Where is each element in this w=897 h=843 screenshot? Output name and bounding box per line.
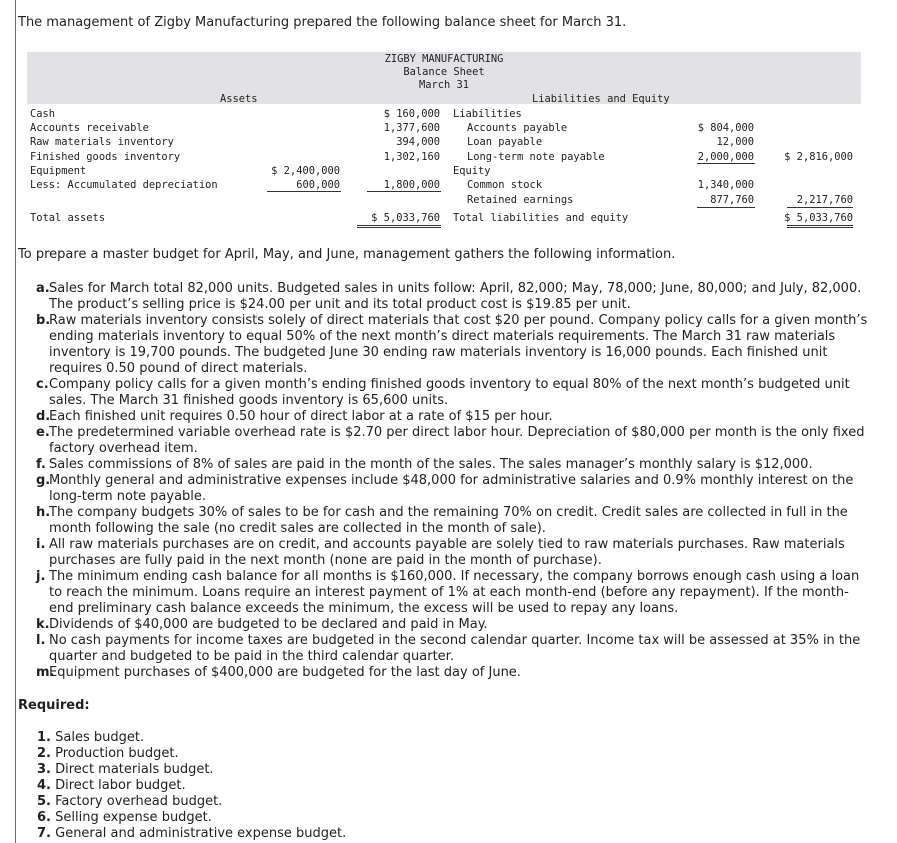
required-text: Sales budget.: [55, 730, 145, 745]
item-text: Raw materials inventory consists solely of direct materials that cost $20 per pound. Company policy calls for a given month’s ending materials inventory to equal 50% of the next month’s direct materials requirements. The March 31 raw materials inventory is 19,700 pounds. The budgeted June 30 ending raw materials inventory is 16,000 pounds. Each finished unit requires 0.50 pound of direct materials.: [49, 313, 868, 376]
list-item: [36, 409, 871, 425]
list-item: [36, 377, 871, 409]
item-letter: l.: [36, 633, 46, 648]
item-text: Sales for March total 82,000 units. Budgeted sales in units follow: April, 82,000; May, 78,000; June, 80,000; and July, 82,000. The product’s selling price is $24.00 per unit and its total product cost is $19.85 per unit.: [49, 281, 862, 312]
item-text: No cash payments for income taxes are budgeted in the second calendar quarter. Income tax will be assessed at 35% in the quarter and budgeted to be paid in the third calendar quarter.: [49, 633, 861, 664]
item-letter: c.: [36, 377, 49, 392]
equity-item-label: Common stock: [467, 179, 543, 191]
total-le-amount: $ 5,033,760: [784, 212, 853, 224]
asset-amount: 1,377,600: [383, 122, 440, 134]
liability-total: $ 2,816,000: [784, 151, 853, 163]
liabilities-equity-header: Liabilities and Equity: [532, 93, 670, 105]
required-item: [37, 746, 346, 762]
total-assets-amount: $ 5,033,760: [371, 212, 440, 224]
item-letter: g.: [36, 473, 51, 488]
equity-item-label: Retained earnings: [467, 194, 574, 206]
asset-label: Accounts receivable: [30, 122, 149, 134]
underline: [697, 207, 755, 208]
required-item: [37, 730, 346, 746]
total-assets-label: Total assets: [30, 212, 106, 224]
equity-item-amount: 877,760: [710, 194, 754, 206]
list-item: [36, 313, 871, 377]
required-number: 4.: [37, 778, 51, 793]
item-letter: j.: [36, 569, 46, 584]
list-item: [36, 617, 871, 633]
liability-label: Loan payable: [467, 136, 543, 148]
required-text: Factory overhead budget.: [55, 794, 223, 809]
item-letter: h.: [36, 505, 51, 520]
item-letter: k.: [36, 617, 50, 632]
item-letter: i.: [36, 537, 46, 552]
item-text: Monthly general and administrative expenses include $48,000 for administrative salaries and 0.9% monthly interest on the long-term note payable.: [49, 473, 854, 504]
item-text: Dividends of $40,000 are budgeted to be declared and paid in May.: [49, 617, 488, 632]
required-item: [37, 794, 346, 810]
required-number: 3.: [37, 762, 51, 777]
liability-amount: 12,000: [716, 136, 754, 148]
liability-amount: $ 804,000: [697, 122, 754, 134]
required-item: [37, 762, 346, 778]
item-text: Each finished unit requires 0.50 hour of direct labor at a rate of $15 per hour.: [49, 409, 553, 424]
item-letter: d.: [36, 409, 51, 424]
double-underline: [357, 227, 441, 228]
required-text: Direct materials budget.: [55, 762, 214, 777]
list-item: [36, 537, 871, 569]
double-underline: [787, 227, 853, 228]
item-letter: m.: [36, 665, 55, 680]
company-name: ZIGBY MANUFACTURING: [384, 53, 504, 65]
asset-label: Less: Accumulated depreciation: [30, 179, 218, 191]
asset-label: Raw materials inventory: [30, 136, 174, 148]
required-heading: Required:: [18, 698, 90, 713]
liability-label: Long-term note payable: [467, 151, 605, 163]
double-underline: [787, 225, 853, 226]
item-text: Equipment purchases of $400,000 are budgeted for the last day of June.: [49, 665, 521, 680]
required-text: General and administrative expense budget.: [55, 826, 347, 841]
list-item: [36, 633, 871, 665]
underline: [697, 163, 755, 164]
item-letter: a.: [36, 281, 50, 296]
list-item: [36, 473, 871, 505]
required-number: 1.: [37, 730, 51, 745]
list-item: [36, 425, 871, 457]
required-number: 7.: [37, 826, 51, 841]
list-item: [36, 281, 871, 313]
item-letter: f.: [36, 457, 46, 472]
required-item: [37, 810, 346, 826]
item-text: Sales commissions of 8% of sales are paid in the month of the sales. The sales manager’s monthly salary is $12,000.: [49, 457, 813, 472]
double-underline: [357, 225, 441, 226]
required-text: Production budget.: [55, 746, 179, 761]
liability-amount: 2,000,000: [697, 151, 754, 163]
asset-subamount: $ 2,400,000: [271, 165, 340, 177]
required-text: Direct labor budget.: [55, 778, 186, 793]
required-text: Selling expense budget.: [55, 810, 212, 825]
total-le-label: Total liabilities and equity: [453, 212, 629, 224]
required-number: 6.: [37, 810, 51, 825]
asset-amount: 1,800,000: [383, 179, 440, 191]
list-item: [36, 665, 871, 681]
left-margin-rule: [15, 0, 16, 843]
statement-date: March 31: [418, 79, 470, 91]
assets-header: Assets: [220, 93, 258, 105]
equity-item-amount: 1,340,000: [697, 179, 754, 191]
list-item: [36, 505, 871, 537]
information-list: [36, 281, 871, 681]
master-budget-intro: To prepare a master budget for April, May, and June, management gathers the following information.: [18, 247, 676, 262]
asset-label: Equipment: [30, 165, 87, 177]
liabilities-label: Liabilities: [453, 108, 522, 120]
item-text: Company policy calls for a given month’s ending finished goods inventory to equal 80% of the next month’s budgeted unit sales. The March 31 finished goods inventory is 65,600 units.: [49, 377, 850, 408]
statement-title: Balance Sheet: [403, 66, 485, 78]
item-text: The company budgets 30% of sales to be for cash and the remaining 70% on credit. Credit sales are collected in full in the month following the sale (no credit sales are collected in the month of sale).: [49, 505, 848, 536]
asset-subamount: 600,000: [296, 179, 340, 191]
asset-label: Cash: [30, 108, 56, 120]
asset-amount: $ 160,000: [383, 108, 440, 120]
required-number: 5.: [37, 794, 51, 809]
item-text: The predetermined variable overhead rate is $2.70 per direct labor hour. Depreciation of $80,000 per month is the only fixed factory overhead item.: [49, 425, 865, 456]
underline: [267, 191, 341, 192]
intro-text: The management of Zigby Manufacturing prepared the following balance sheet for March 31.: [18, 15, 627, 30]
required-number: 2.: [37, 746, 51, 761]
asset-amount: 394,000: [396, 136, 440, 148]
equity-label: Equity: [453, 165, 491, 177]
item-letter: b.: [36, 313, 51, 328]
equity-total: 2,217,760: [796, 194, 853, 206]
required-item: [37, 826, 346, 842]
asset-amount: 1,302,160: [383, 151, 440, 163]
item-text: The minimum ending cash balance for all months is $160,000. If necessary, the company borrows enough cash using a loan to reach the minimum. Loans require an interest payment of 1% at each month-end (before any repayment). If the month-end preliminary cash balance exceeds the minimum, the excess will be used to repay any loans.: [49, 569, 860, 616]
asset-label: Finished goods inventory: [30, 151, 181, 163]
list-item: [36, 569, 871, 617]
underline: [367, 191, 441, 192]
list-item: [36, 457, 871, 473]
balance-sheet-subheader-band: [27, 90, 861, 104]
required-item: [37, 778, 346, 794]
underline: [787, 207, 853, 208]
required-list: [37, 730, 346, 842]
item-text: All raw materials purchases are on credit, and accounts payable are solely tied to raw materials purchases. Raw materials purchases are fully paid in the next month (none are paid in the month of purchase).: [49, 537, 845, 568]
liability-label: Accounts payable: [467, 122, 568, 134]
item-letter: e.: [36, 425, 50, 440]
